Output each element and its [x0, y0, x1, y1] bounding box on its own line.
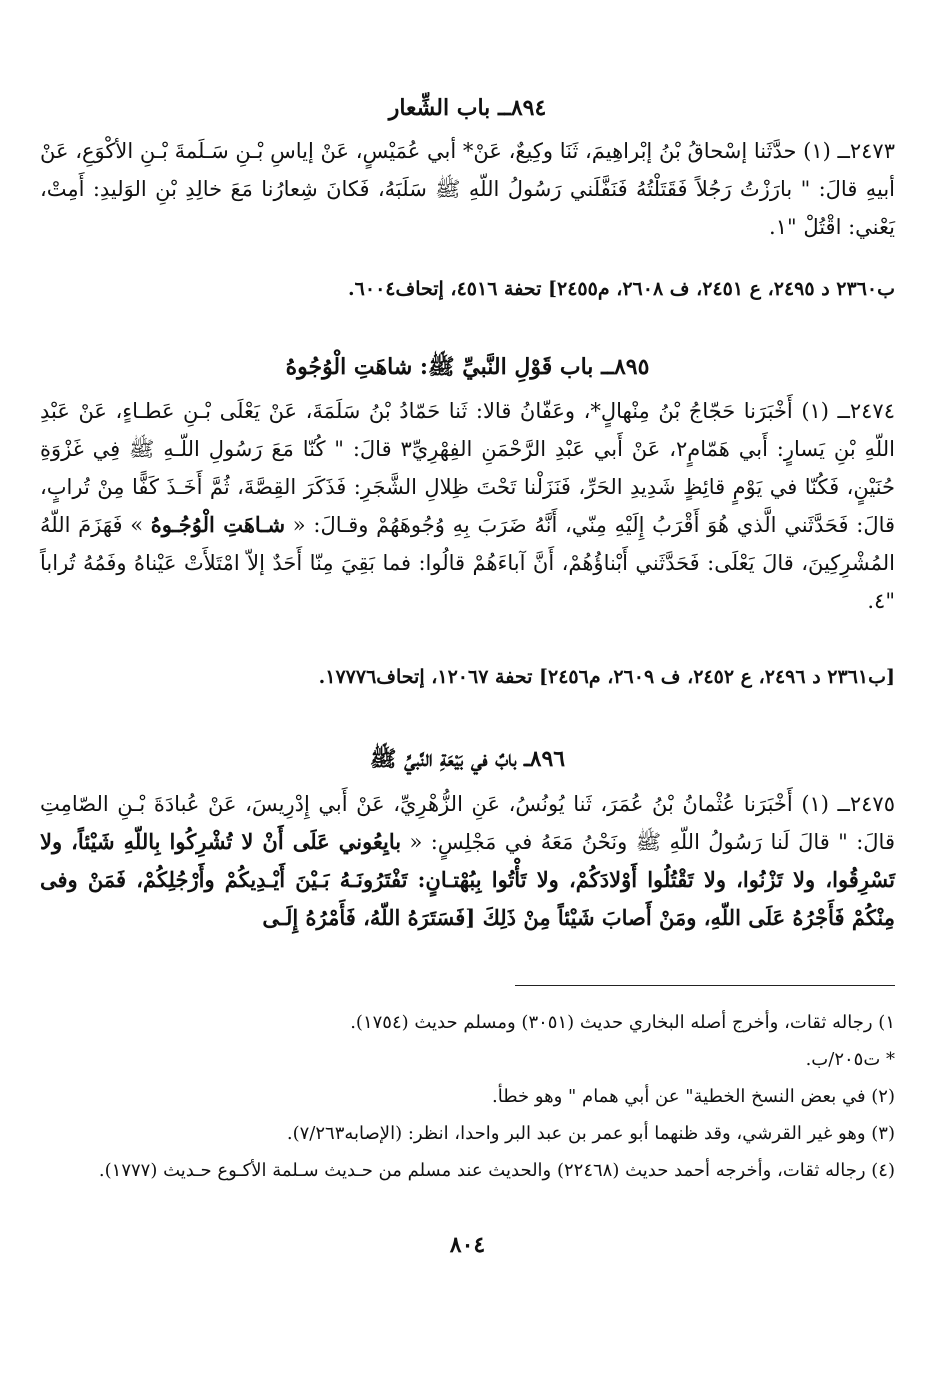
hadith-2473	[40, 132, 895, 246]
footnote-divider	[515, 985, 895, 986]
hadith-2474-part-2: » فَهَزَمَ اللّهُ المُشْرِكِينَ، قالَ يَعْلَى: فَحَدَّثَني أَبْناؤُهُمْ، أَنَّ آباءَهُمْ قالُوا: فما بَقِيَ مِنّا أَحَدٌ إلاّ امْتَلأَتْ عَيْناهُ وفَمُهُ تُراباً "٤.	[40, 513, 895, 613]
footnote-3: (٣) وهو غير القرشي، وقد ظنهما أبو عمر بن عبد البر واحدا، انظر: (الإصابه٧/٢٦٣).	[286, 1123, 895, 1144]
chapter-title-896: ٨٩٦ــ بابٌ في بَيْعَةِ النَّبيِّ ﷺ	[369, 746, 566, 772]
page-number: ٨٠٤	[449, 1232, 486, 1258]
chapter-title-895: ٨٩٥ــ باب قَوْلِ النَّبيِّ ﷺ: شاهَتِ الْوُجُوهُ	[285, 354, 650, 380]
footnote-4: (٤) رجاله ثقات، وأخرجه أحمد حديث (٢٢٤٦٨) والحديث عند مسلم من حـديث سـلمة الأكـوع حـديث (١٧٧٧).	[98, 1160, 895, 1181]
hadith-2474	[40, 392, 895, 620]
hadith-2475-part-1: ٢٤٧٥ــ (١) أَخْبَرَنا عُثْمانُ بْنُ عُمَرَ، ثَنا يُونُسُ، عَنِ الزُّهْرِيِّ، عَنْ أَبي إِدْرِيسَ، عَنْ عُبادَةَ بْـنِ الصّامِتِ قالَ: " قالَ لَنا رَسُولُ اللّهِ ﷺ ونَحْنُ مَعَهُ في مَجْلِسٍ: «	[40, 792, 895, 854]
footnote-1: ١) رجاله ثقات، وأخرج أصله البخاري حديث (٣٠٥١) ومسلم حديث (١٧٥٤).	[350, 1012, 895, 1033]
footnote-2: (٢) في بعض النسخ الخطية" عن أبي همام " وهو خطأ.	[492, 1086, 895, 1107]
hadith-2475-quote-bold: بايِعُوني عَلَى أَنْ لا تُشْرِكُوا بِاللّهِ شَيْئاً، ولا تَسْرِقُوا، ولا تَزْنُوا، ولا تَقْتُلُوا أَوْلادَكُمْ، ولا تَأْتُوا بِبُهْتـانٍ: تَفْتَرُونَـهُ بَـيْنَ أَيْـدِيكُمْ وأَرْجُلِكُمْ، فَمَنْ وفى مِنْكُمْ فَأَجْرُهُ عَلَى اللّهِ، ومَنْ أَصابَ شَيْئاً مِنْ ذَلِكَ [فَسَتَرَهُ اللّهُ، فَأَمْرُهُ إِلَـى	[40, 829, 895, 930]
hadith-2475	[40, 785, 895, 937]
footnote-star: * ت٢٠٥/ب.	[805, 1049, 895, 1070]
hadith-2475-text	[40, 785, 895, 937]
hadith-2474-references: [ب٢٣٦١ د ٢٤٩٦، ع ٢٤٥٢، ف ٢٦٠٩، م٢٤٥٦] تحفة ١٢٠٦٧، إتحاف١٧٧٧٦.	[318, 666, 895, 688]
book-page	[40, 0, 895, 1378]
hadith-2474-part-1: ٢٤٧٤ــ (١) أَخْبَرَنا حَجّاجُ بْنُ مِنْهالٍ*، وعَفّانُ قالا: ثَنا حَمّادُ بْنُ سَلَمَةَ، عَنْ يَعْلَى بْـنِ عَطـاءٍ، عَنْ عَبْدِ اللّهِ بْنِ يَسارٍ: أَبي هَمّامٍ٢، عَنْ أَبي عَبْدِ الرَّحْمَنِ الفِهْرِيِّ٣ قالَ: " كُنّا مَعَ رَسُولِ اللّـهِ ﷺ فِي غَزْوَةِ حُنَيْنٍ، فَكُنّا في يَوْمٍ قائِظٍ شَدِيدِ الحَرِّ، فَنَزَلْنا تَحْتَ ظِلالِ الشَّجَرِ: فَذَكَرَ القِصَّةَ، ثُمَّ أَخَـذَ كَفًّا مِنْ تُرابٍ، قالَ: فَحَدَّثَني الَّذي هُوَ أَقْرَبُ إِلَيْهِ مِنّي، أَنَّهُ ضَرَبَ بِهِ وُجُوهَهُمْ وقـالَ: «	[40, 399, 896, 537]
footnotes	[40, 1004, 895, 1189]
hadith-2473-text: ٢٤٧٣ــ (١) حدَّثَنا إسْحاقُ بْنُ إبْراهِيمَ، ثَنَا وكِيعٌ، عَنْ* أبي عُمَيْسٍ، عَنْ إياسِ بْـنِ سَـلَمةَ بْـنِ الأكْوَعِ، عَنْ أبيهِ قالَ: " بارَزْتُ رَجُلاً فَقَتَلْتُهُ فَنَفَّلَني رَسُولُ اللّهِ ﷺ سَلَبَهُ، فَكانَ شِعارُنا مَعَ خالِدِ بْنِ الوَليدِ: أَمِتْ، يَعْني: اقْتُلْ "١.	[40, 139, 895, 239]
hadith-2473-references: ب٢٣٦٠ د ٢٤٩٥، ع ٢٤٥١، ف ٢٦٠٨، م٢٤٥٥] تحفة ٤٥١٦، إتحاف٦٠٠٤.	[348, 278, 895, 300]
chapter-title-894: ٨٩٤ــ باب الشِّعار	[388, 95, 547, 121]
hadith-2474-text	[40, 392, 895, 620]
hadith-2474-quote-bold: شـاهَتِ الْوُجُـوهُ	[150, 512, 286, 537]
